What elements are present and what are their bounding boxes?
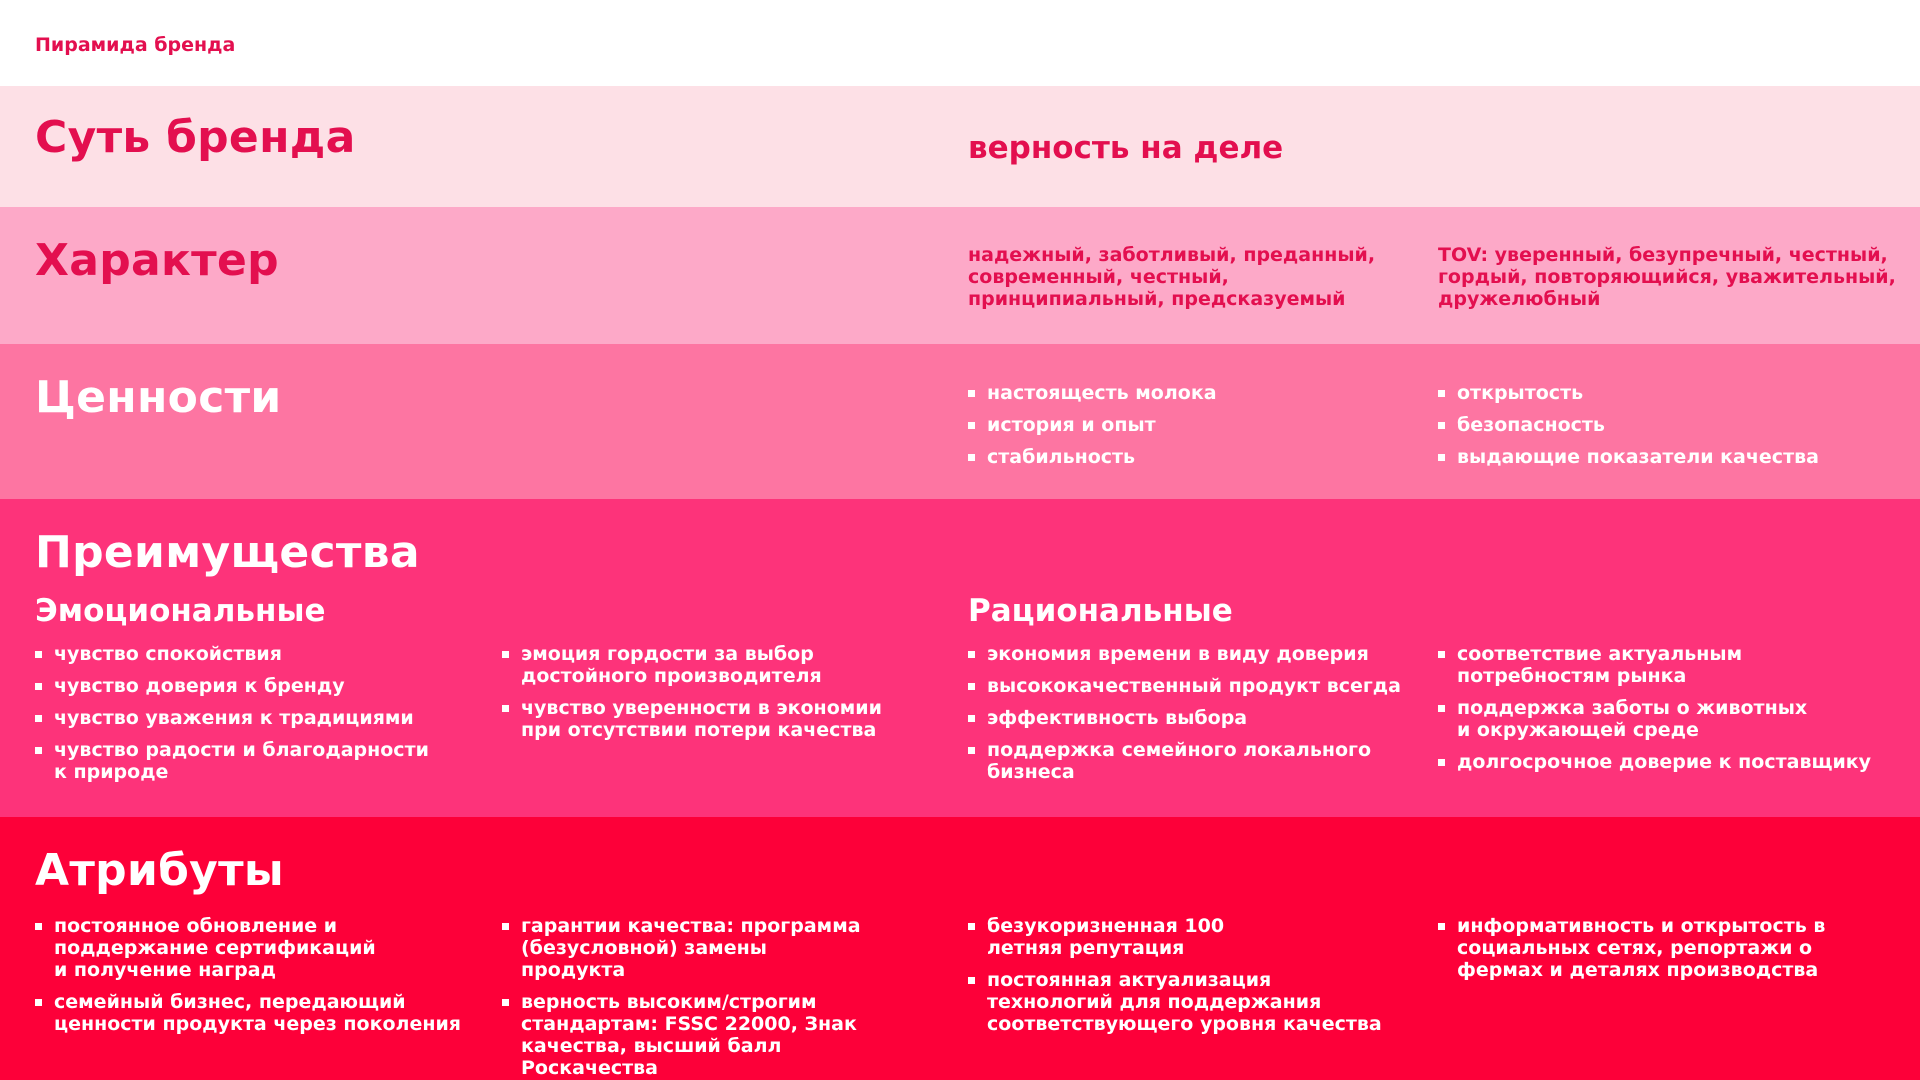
list-item: постоянная актуализация технологий для поддержания соответствующего уровня качества: [968, 969, 1398, 1035]
list-item: безопасность: [1438, 414, 1898, 436]
list-item: долгосрочное доверие к поставщику: [1438, 751, 1898, 773]
character-tov: TOV: уверенный, безупречный, честный, гордый, повторяющийся, уважительный, дружелюбный: [1438, 244, 1896, 310]
list-item: чувство радости и благодарности к природе: [35, 739, 435, 783]
character-traits: надежный, заботливый, преданный, современный, честный, принципиальный, предсказуемый: [968, 244, 1376, 310]
list-item: безукоризненная 100 летняя репутация: [968, 915, 1298, 959]
essence-title: Суть бренда: [35, 112, 356, 163]
essence-band: [0, 86, 1920, 207]
attributes-title: Атрибуты: [35, 845, 284, 896]
rational-subtitle: Рациональные: [968, 593, 1233, 629]
attributes-list-2: [502, 915, 922, 1080]
character-band: [0, 207, 1920, 344]
character-title: Характер: [35, 235, 279, 286]
list-item: высококачественный продукт всегда: [968, 675, 1408, 697]
values-list-right: [1438, 382, 1898, 478]
benefits-band: [0, 499, 1920, 817]
attributes-list-3: [968, 915, 1408, 1045]
list-item: чувство спокойствия: [35, 643, 455, 665]
list-item: экономия времени в виду доверия: [968, 643, 1408, 665]
values-list-left: [968, 382, 1408, 478]
list-item: верность высоким/строгим стандартам: FSSC 22000, Знак качества, высший балл Роскачества: [502, 991, 922, 1079]
list-item: открытость: [1438, 382, 1898, 404]
attributes-list-1: [35, 915, 465, 1045]
list-item: выдающие показатели качества: [1438, 446, 1898, 468]
list-item: чувство доверия к бренду: [35, 675, 455, 697]
rational-list-right: [1438, 643, 1898, 783]
list-item: поддержка семейного локального бизнеса: [968, 739, 1388, 783]
list-item: чувство уважения к традициями: [35, 707, 455, 729]
list-item: настоящесть молока: [968, 382, 1408, 404]
benefits-title: Преимущества: [35, 527, 420, 578]
page-label: Пирамида бренда: [35, 34, 236, 56]
emotional-subtitle: Эмоциональные: [35, 593, 326, 629]
list-item: постоянное обновление и поддержание сертификаций и получение наград: [35, 915, 385, 981]
list-item: эффективность выбора: [968, 707, 1408, 729]
list-item: семейный бизнес, передающий ценности продукта через поколения: [35, 991, 465, 1035]
list-item: поддержка заботы о животных и окружающей среде: [1438, 697, 1818, 741]
attributes-list-4: [1438, 915, 1858, 991]
list-item: чувство уверенности в экономии при отсутствии потери качества: [502, 697, 912, 741]
list-item: эмоция гордости за выбор достойного производителя: [502, 643, 912, 687]
list-item: стабильность: [968, 446, 1408, 468]
list-item: история и опыт: [968, 414, 1408, 436]
attributes-band: [0, 817, 1920, 1080]
list-item: информативность и открытость в социальных сетях, репортажи о фермах и деталях производства: [1438, 915, 1838, 981]
values-title: Ценности: [35, 372, 282, 423]
list-item: соответствие актуальным потребностям рынка: [1438, 643, 1778, 687]
list-item: гарантии качества: программа (безусловной) замены продукта: [502, 915, 872, 981]
rational-list-left: [968, 643, 1408, 793]
values-band: [0, 344, 1920, 499]
emotional-list-left: [35, 643, 455, 793]
essence-value: верность на деле: [968, 130, 1284, 166]
emotional-list-right: [502, 643, 912, 751]
